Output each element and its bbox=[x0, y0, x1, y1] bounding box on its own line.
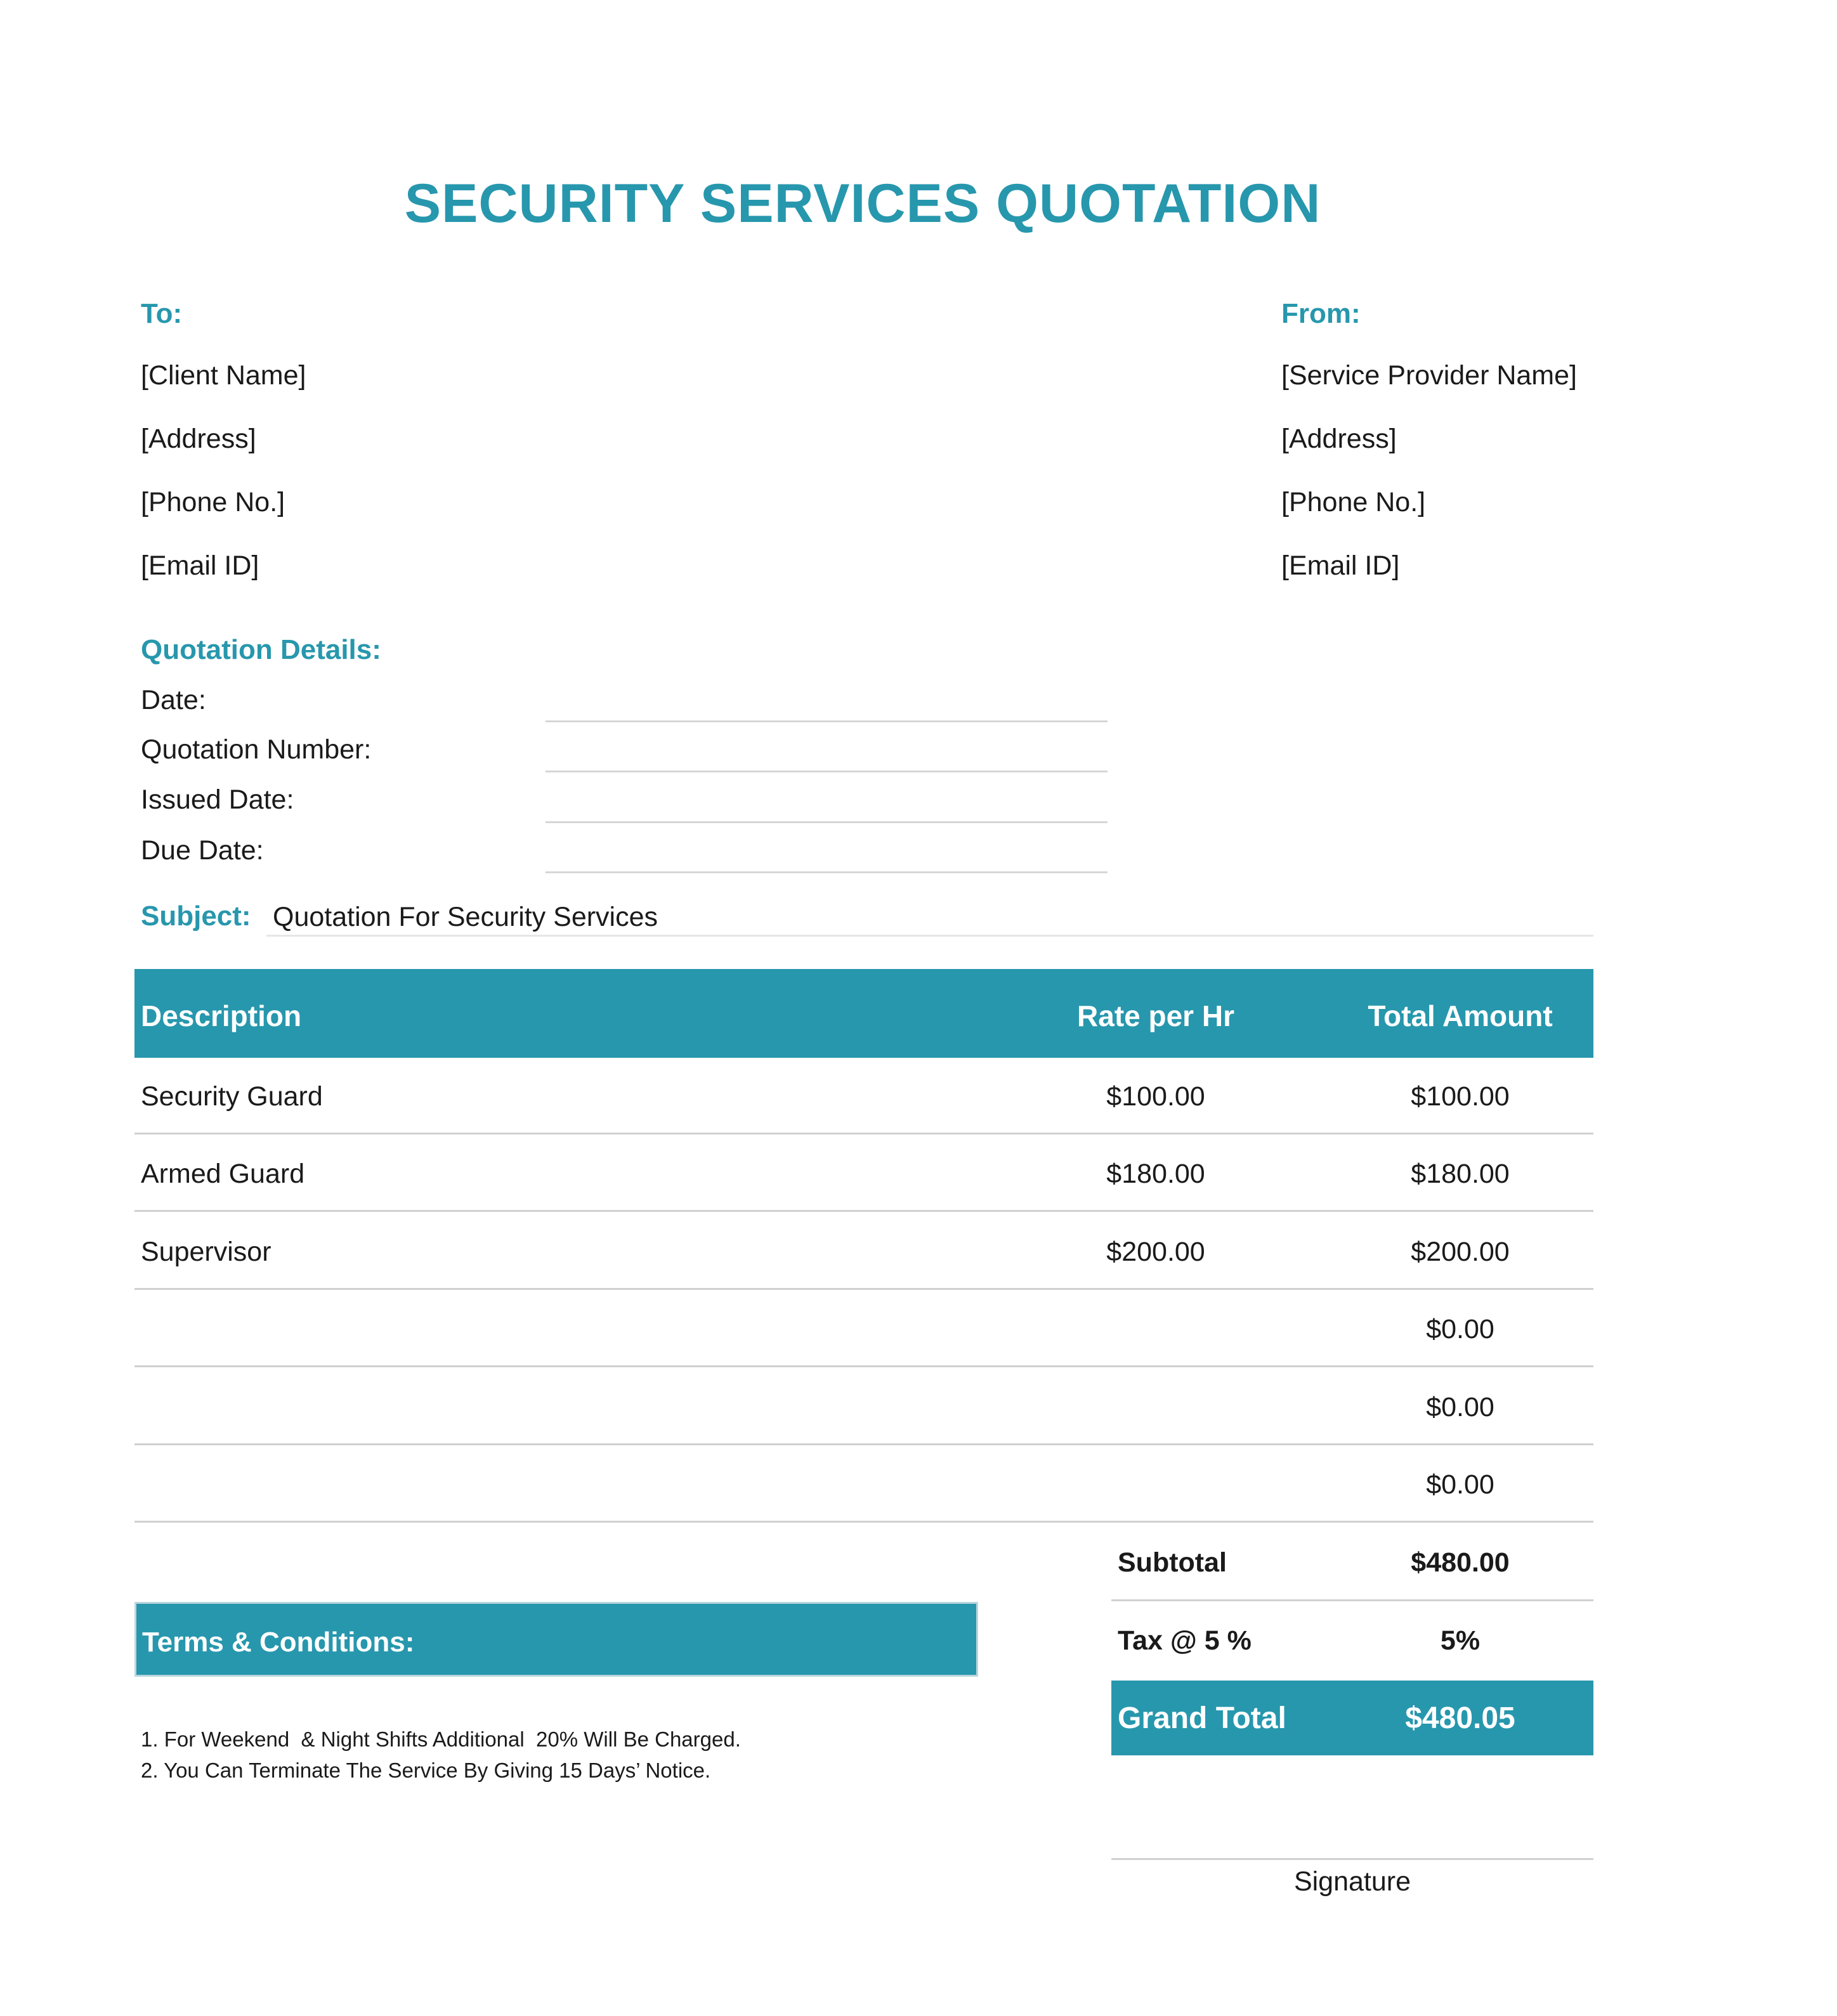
row-3-description: Supervisor bbox=[141, 1237, 271, 1267]
client-phone: [Phone No.] bbox=[141, 487, 285, 517]
row-4-divider bbox=[134, 1365, 1593, 1367]
client-email: [Email ID] bbox=[141, 550, 259, 581]
row-1-total: $100.00 bbox=[1411, 1081, 1510, 1112]
row-2-total: $180.00 bbox=[1411, 1159, 1510, 1189]
row-5-divider bbox=[134, 1443, 1593, 1445]
quotation-number-label: Quotation Number: bbox=[141, 734, 372, 765]
terms-item-1: 1. For Weekend & Night Shifts Additional 20% Will Be Charged. bbox=[141, 1727, 741, 1751]
header-description: Description bbox=[141, 999, 302, 1032]
client-address: [Address] bbox=[141, 424, 256, 454]
tax-label: Tax @ 5 % bbox=[1118, 1625, 1252, 1656]
to-label: To: bbox=[141, 298, 183, 329]
row-6-divider bbox=[134, 1521, 1593, 1523]
quotation-number-field-line[interactable] bbox=[546, 771, 1108, 772]
from-label: From: bbox=[1281, 298, 1361, 329]
row-4-total: $0.00 bbox=[1426, 1314, 1494, 1344]
terms-item-2: 2. You Can Terminate The Service By Giving 15 Days’ Notice. bbox=[141, 1759, 711, 1782]
tax-value: 5% bbox=[1440, 1625, 1481, 1656]
date-field-line[interactable] bbox=[546, 720, 1108, 722]
subtotal-value: $480.00 bbox=[1411, 1547, 1510, 1578]
provider-name: [Service Provider Name] bbox=[1281, 360, 1577, 391]
header-rate: Rate per Hr bbox=[1077, 999, 1234, 1032]
due-date-label: Due Date: bbox=[141, 835, 264, 866]
quotation-details-heading: Quotation Details: bbox=[141, 634, 381, 665]
signature-line[interactable] bbox=[1111, 1858, 1593, 1860]
date-label: Date: bbox=[141, 685, 206, 715]
row-1-divider bbox=[134, 1133, 1593, 1135]
row-2-description: Armed Guard bbox=[141, 1159, 305, 1189]
row-2-divider bbox=[134, 1210, 1593, 1212]
subject-value: Quotation For Security Services bbox=[273, 902, 658, 932]
subtotal-label: Subtotal bbox=[1118, 1547, 1227, 1578]
grand-total-value: $480.05 bbox=[1405, 1701, 1515, 1735]
row-5-total: $0.00 bbox=[1426, 1392, 1494, 1422]
row-1-rate: $100.00 bbox=[1106, 1081, 1205, 1112]
document-title: SECURITY SERVICES QUOTATION bbox=[404, 173, 1321, 234]
provider-address: [Address] bbox=[1281, 424, 1397, 454]
row-6-total: $0.00 bbox=[1426, 1469, 1494, 1500]
row-1-description: Security Guard bbox=[141, 1081, 323, 1112]
subject-label: Subject: bbox=[141, 901, 251, 932]
issued-date-label: Issued Date: bbox=[141, 784, 294, 815]
header-total: Total Amount bbox=[1368, 999, 1553, 1032]
terms-heading: Terms & Conditions: bbox=[142, 1627, 415, 1658]
row-2-rate: $180.00 bbox=[1106, 1159, 1205, 1189]
due-date-field-line[interactable] bbox=[546, 871, 1108, 873]
row-3-divider bbox=[134, 1288, 1593, 1290]
grand-total-label: Grand Total bbox=[1118, 1701, 1286, 1735]
row-3-total: $200.00 bbox=[1411, 1237, 1510, 1267]
provider-email: [Email ID] bbox=[1281, 550, 1400, 581]
provider-phone: [Phone No.] bbox=[1281, 487, 1426, 517]
issued-date-field-line[interactable] bbox=[546, 821, 1108, 823]
subtotal-divider bbox=[1111, 1599, 1593, 1601]
signature-label: Signature bbox=[1293, 1866, 1411, 1897]
subject-underline bbox=[266, 935, 1593, 937]
client-name: [Client Name] bbox=[141, 360, 306, 391]
row-3-rate: $200.00 bbox=[1106, 1237, 1205, 1267]
